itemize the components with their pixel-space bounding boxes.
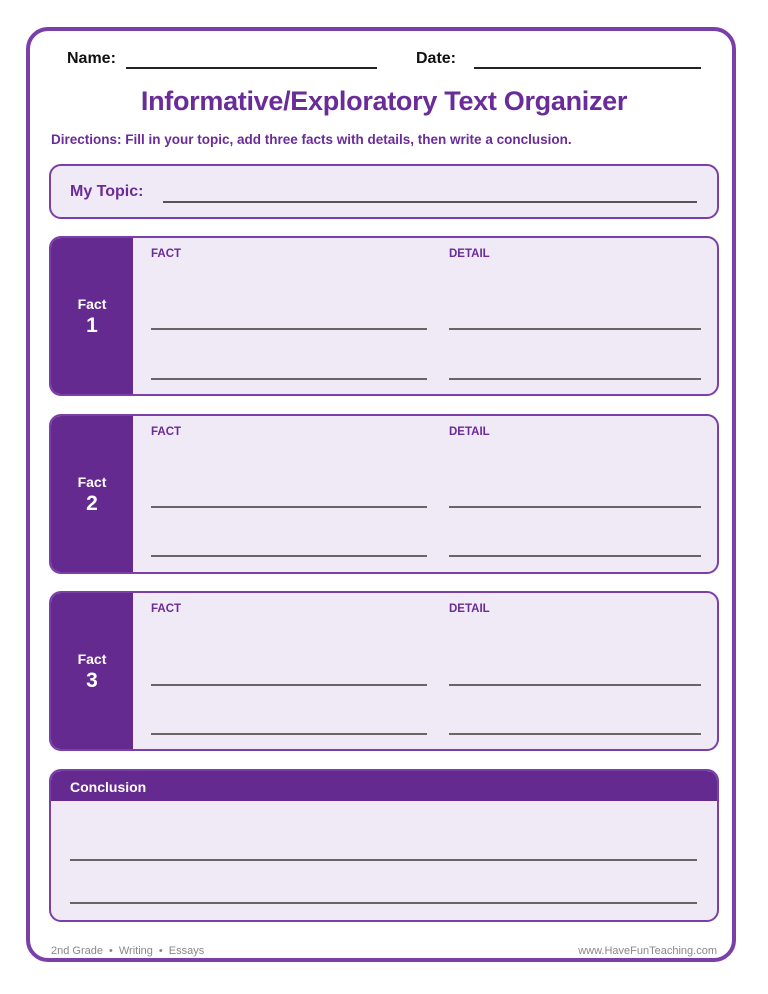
detail-column-header: DETAIL	[449, 248, 490, 260]
fact-tab-1	[51, 238, 133, 394]
fact-box-3	[49, 591, 719, 751]
footer-breadcrumb	[51, 945, 204, 957]
detail-line[interactable]	[449, 555, 701, 557]
fact-word: Fact	[77, 296, 107, 312]
footer-site: www.HaveFunTeaching.com	[578, 945, 717, 957]
detail-column-header: DETAIL	[449, 603, 490, 615]
fact-box-2	[49, 414, 719, 574]
conclusion-header: Conclusion	[51, 771, 717, 801]
bullet-icon: •	[108, 945, 113, 957]
detail-line[interactable]	[449, 378, 701, 380]
fact-column-header: FACT	[151, 426, 182, 438]
footer-crumb: Essays	[168, 945, 205, 957]
fact-line[interactable]	[151, 506, 427, 508]
fact-box-1	[49, 236, 719, 396]
date-field[interactable]	[474, 67, 701, 69]
date-label: Date:	[416, 50, 457, 67]
fact-column-header: FACT	[151, 248, 182, 260]
conclusion-box	[49, 769, 719, 922]
conclusion-line[interactable]	[70, 859, 697, 861]
fact-number: 1	[86, 314, 98, 337]
bullet-icon: •	[158, 945, 163, 957]
fact-number: 3	[86, 669, 98, 692]
fact-line[interactable]	[151, 733, 427, 735]
fact-tab-2	[51, 416, 133, 572]
fact-line[interactable]	[151, 328, 427, 330]
footer-crumb: 2nd Grade	[51, 945, 103, 957]
footer-crumb: Writing	[118, 945, 153, 957]
conclusion-line[interactable]	[70, 902, 697, 904]
fact-column-header: FACT	[151, 603, 182, 615]
detail-column-header: DETAIL	[449, 426, 490, 438]
fact-line[interactable]	[151, 684, 427, 686]
detail-line[interactable]	[449, 506, 701, 508]
name-label: Name:	[67, 50, 116, 67]
detail-line[interactable]	[449, 733, 701, 735]
fact-line[interactable]	[151, 378, 427, 380]
fact-word: Fact	[77, 474, 107, 490]
topic-field[interactable]	[163, 201, 697, 203]
directions-text: Directions: Fill in your topic, add three facts with details, then write a conclusion.	[51, 132, 572, 147]
fact-tab-3	[51, 593, 133, 749]
fact-line[interactable]	[151, 555, 427, 557]
detail-line[interactable]	[449, 684, 701, 686]
fact-word: Fact	[77, 651, 107, 667]
detail-line[interactable]	[449, 328, 701, 330]
topic-label: My Topic:	[70, 183, 144, 200]
page-title: Informative/Exploratory Text Organizer	[140, 86, 628, 116]
topic-box	[49, 164, 719, 219]
name-field[interactable]	[126, 67, 377, 69]
fact-number: 2	[86, 492, 98, 515]
